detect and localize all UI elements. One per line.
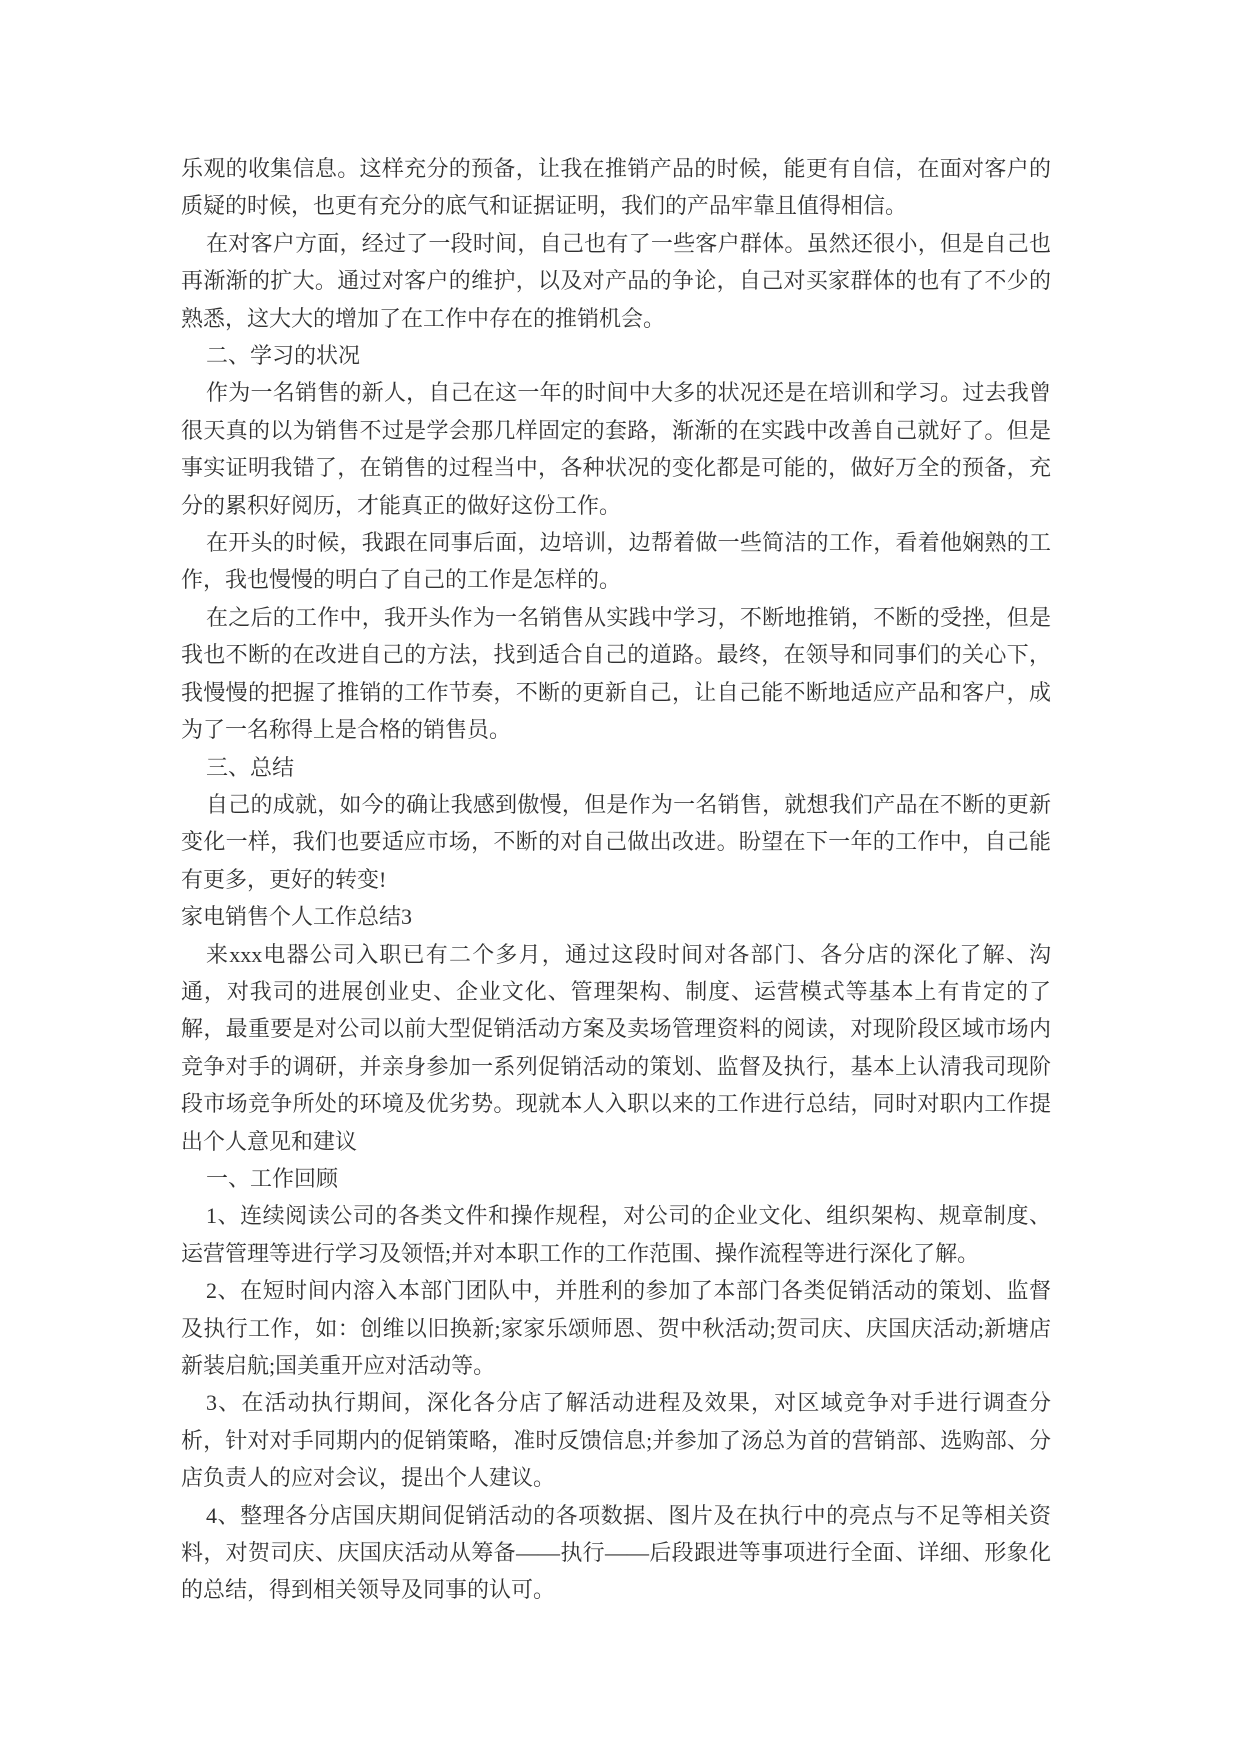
numbered-item: 4、整理各分店国庆期间促销活动的各项数据、图片及在执行中的亮点与不足等相关资料，对贺司庆、庆国庆活动从筹备——执行——后段跟进等事项进行全面、详细、形象化的总结，得到相关领导及同事的认可。 — [181, 1502, 1051, 1603]
section-heading: 一、工作回顾 — [206, 1165, 339, 1191]
document-subtitle: 家电销售个人工作总结3 — [181, 904, 413, 930]
body-paragraph: 来xxx电器公司入职已有二个多月，通过这段时间对各部门、各分店的深化了解、沟通，对我司的进展创业史、企业文化、管理架构、制度、运营模式等基本上有肯定的了解，最重要是对公司以前大型促销活动方案及卖场管理资料的阅读，对现阶段区域市场内竞争对手的调研，并亲身参加一系列促销活动的策划、监督及执行，基本上认清我司现阶段市场竞争所处的环境及优劣势。现就本人入职以来的工作进行总结，同时对职内工作提出个人意见和建议 — [181, 941, 1051, 1154]
numbered-item: 1、连续阅读公司的各类文件和操作规程，对公司的企业文化、组织架构、规章制度、运营管理等进行学习及领悟;并对本职工作的工作范围、操作流程等进行深化了解。 — [181, 1203, 1051, 1266]
body-paragraph: 作为一名销售的新人，自己在这一年的时间中大多的状况还是在培训和学习。过去我曾很天真的以为销售不过是学会那几样固定的套路，渐渐的在实践中改善自己就好了。但是事实证明我错了，在销售的过程当中，各种状况的变化都是可能的，做好万全的预备，充分的累积好阅历，才能真正的做好这份工作。 — [181, 380, 1051, 518]
body-paragraph: 在对客户方面，经过了一段时间，自己也有了一些客户群体。虽然还很小，但是自己也再渐渐的扩大。通过对客户的维护，以及对产品的争论，自己对买家群体的也有了不少的熟悉，这大大的增加了在工作中存在的推销机会。 — [181, 230, 1051, 331]
numbered-item: 3、在活动执行期间，深化各分店了解活动进程及效果，对区域竞争对手进行调查分析，针对对手同期内的促销策略，准时反馈信息;并参加了汤总为首的营销部、选购部、分店负责人的应对会议，提出个人建议。 — [181, 1390, 1051, 1491]
body-paragraph-continuation: 乐观的收集信息。这样充分的预备，让我在推销产品的时候，能更有自信，在面对客户的质疑的时候，也更有充分的底气和证据证明，我们的产品牢靠且值得相信。 — [181, 156, 1051, 219]
section-heading: 二、学习的状况 — [206, 343, 361, 369]
body-paragraph: 在之后的工作中，我开头作为一名销售从实践中学习，不断地推销，不断的受挫，但是我也不断的在改进自己的方法，找到适合自己的道路。最终，在领导和同事们的关心下，我慢慢的把握了推销的工作节奏，不断的更新自己，让自己能不断地适应产品和客户，成为了一名称得上是合格的销售员。 — [181, 604, 1051, 743]
body-paragraph: 在开头的时候，我跟在同事后面，边培训，边帮着做一些简洁的工作，看着他娴熟的工作，我也慢慢的明白了自己的工作是怎样的。 — [181, 530, 1051, 593]
numbered-item: 2、在短时间内溶入本部门团队中，并胜利的参加了本部门各类促销活动的策划、监督及执行工作，如：创维以旧换新;家家乐颂师恩、贺中秋活动;贺司庆、庆国庆活动;新塘店新装启航;国美重开应对活动等。 — [181, 1278, 1051, 1378]
document-body — [181, 150, 1051, 1609]
body-paragraph: 自己的成就，如今的确让我感到傲慢，但是作为一名销售，就想我们产品在不断的更新变化一样，我们也要适应市场，不断的对自己做出改进。盼望在下一年的工作中，自己能有更多，更好的转变! — [181, 791, 1051, 892]
section-heading: 三、总结 — [206, 754, 295, 780]
